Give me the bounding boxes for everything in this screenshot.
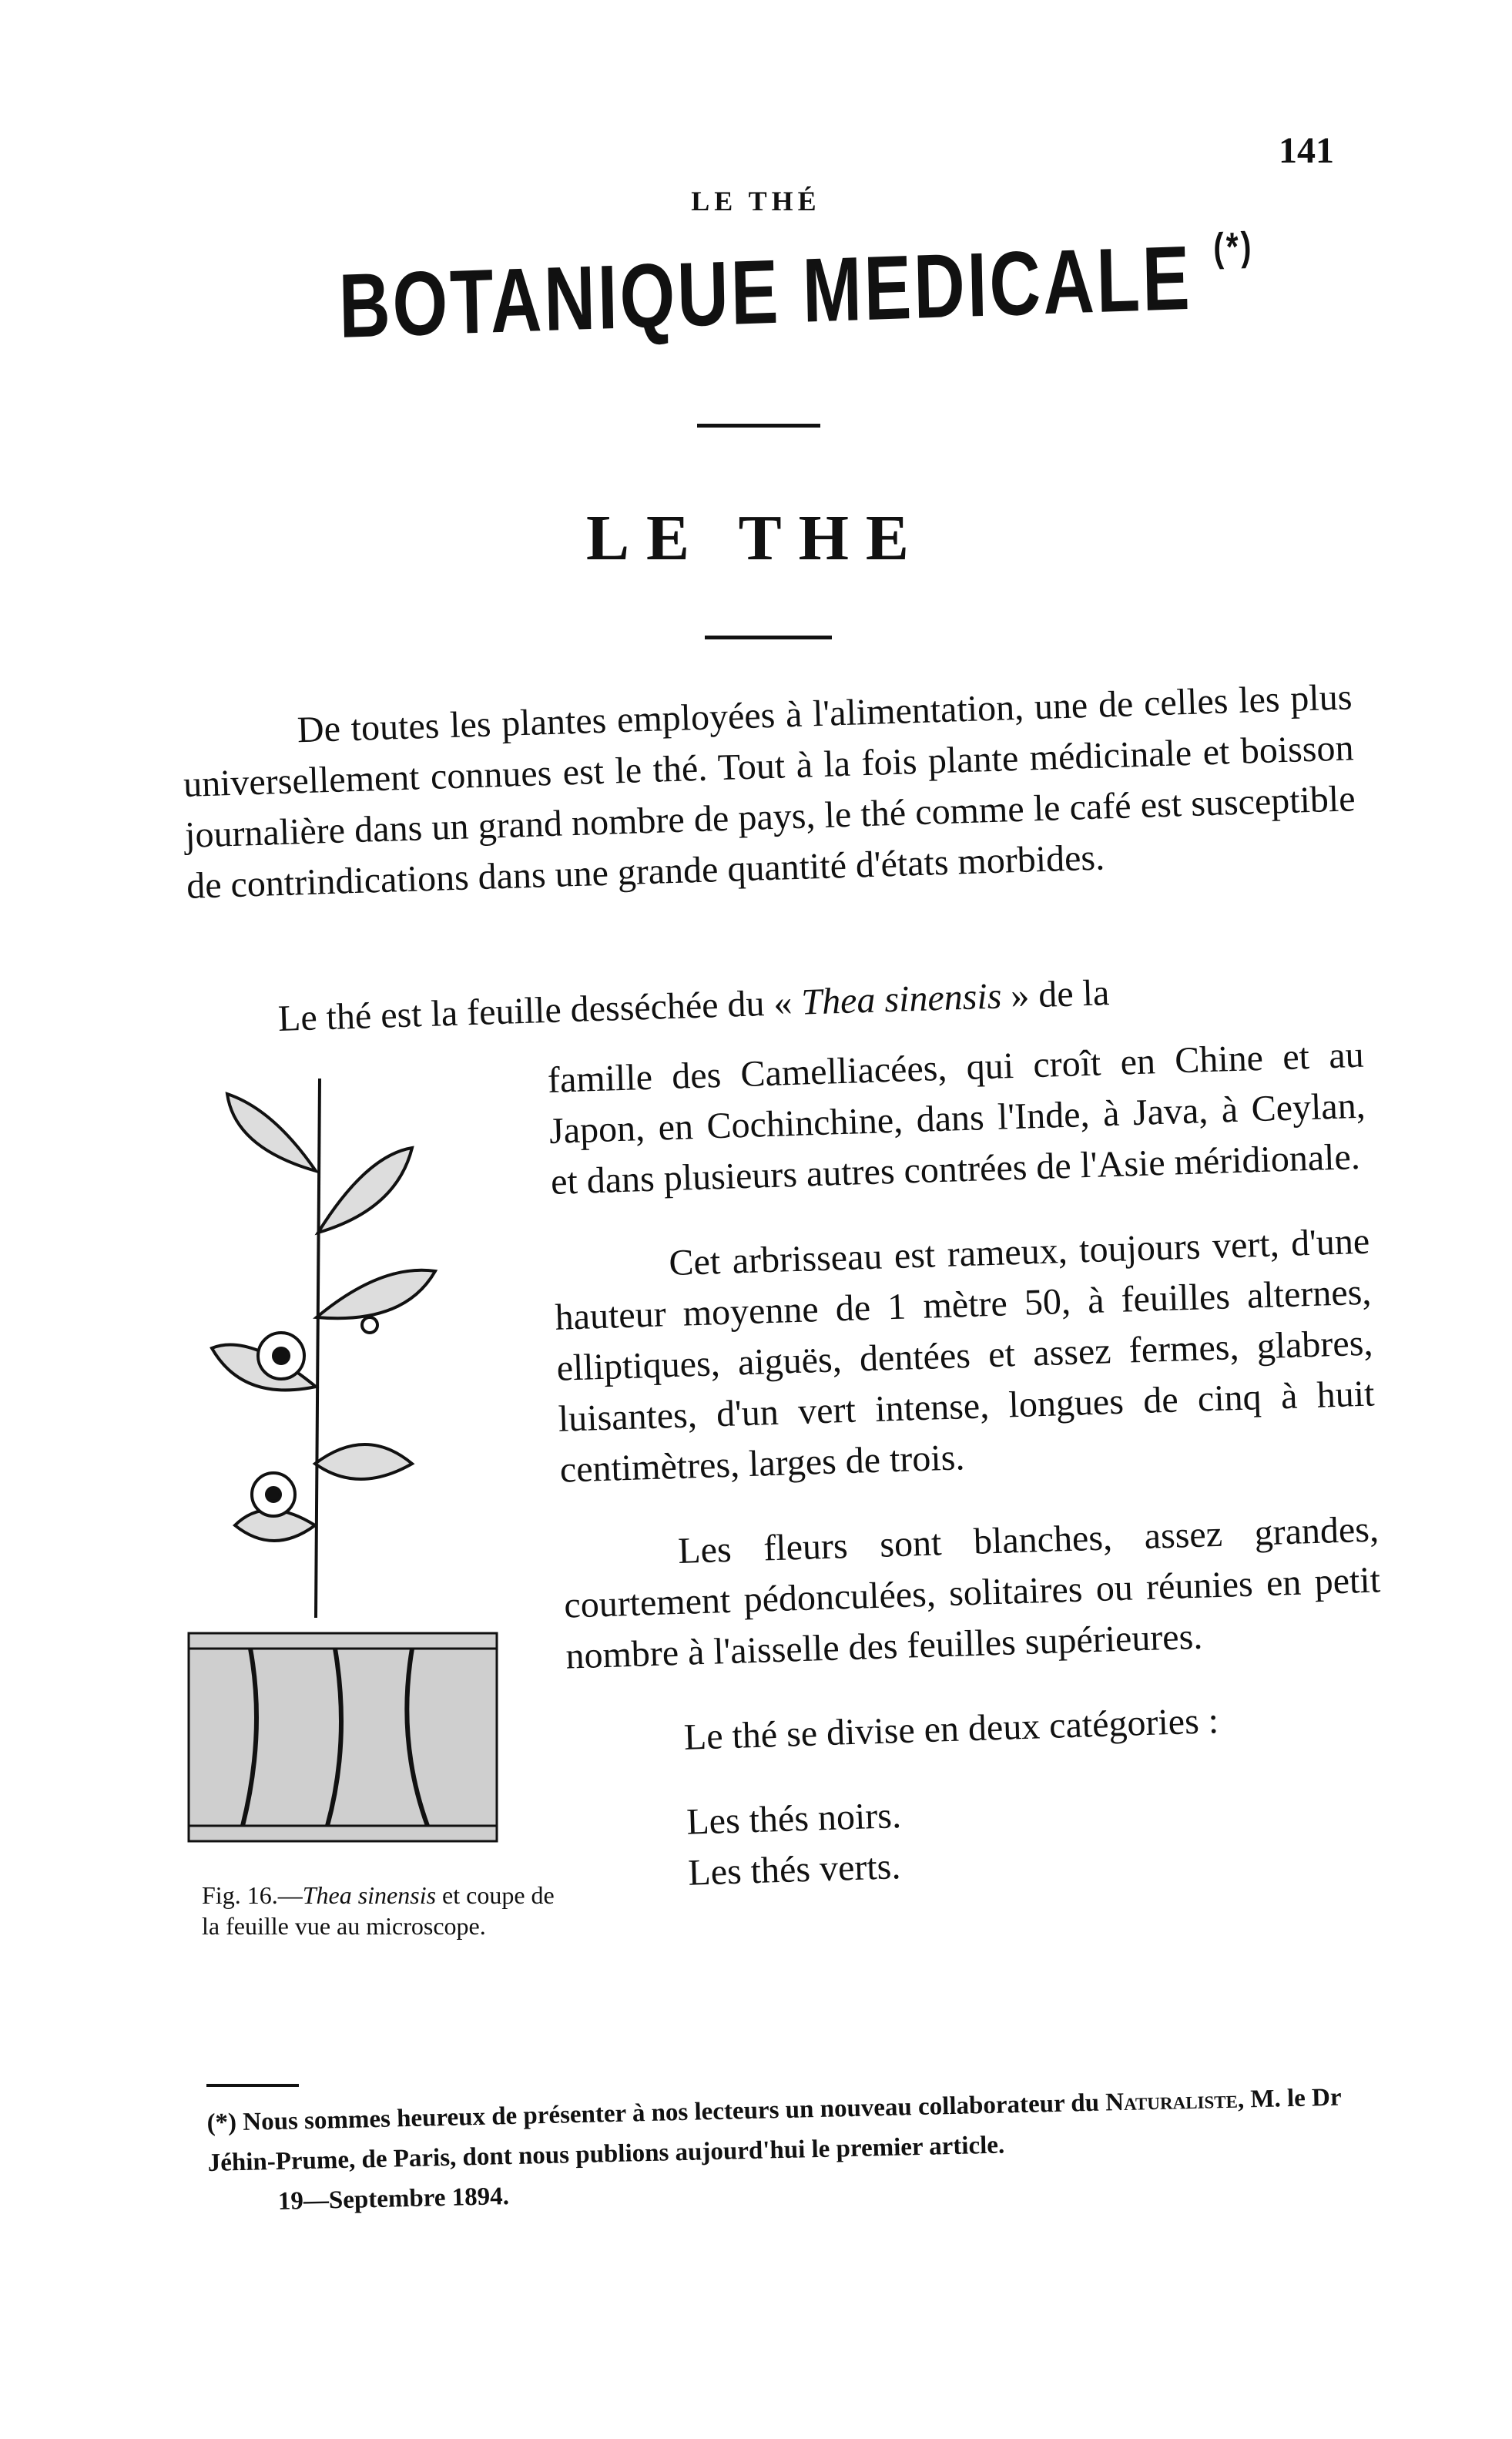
- species-name: Thea sinensis: [800, 975, 1003, 1023]
- definition-tail: » de la: [1001, 972, 1111, 1017]
- figure-caption: [202, 1880, 572, 1941]
- page-title: [337, 224, 1255, 359]
- caption-prefix: Fig. 16.—: [202, 1881, 303, 1909]
- definition-continuation: famille des Camelliacées, qui croît en Chine et au Japon, en Cochinchine, dans l'Inde, à Java, à Ceylan, et dans plusieurs autres contrées de l'Asie méridionale.: [547, 1034, 1366, 1203]
- footnote-date: 19—Septembre 1894.: [277, 2182, 510, 2216]
- subtitle-rule: [705, 636, 832, 639]
- category-item: Les thés noirs.: [686, 1795, 902, 1843]
- caption-species: Thea sinensis: [302, 1881, 437, 1909]
- main-column: [547, 1030, 1390, 1937]
- category-item: Les thés verts.: [687, 1846, 902, 1894]
- intro-paragraph: [181, 672, 1358, 912]
- running-head: LE THÉ: [691, 186, 821, 216]
- footnote-rule: [206, 2084, 299, 2087]
- tea-branch-drawing: [181, 1063, 512, 1864]
- footnote-text-start: (*) Nous sommes heureux de présenter à nos lecteurs un nouveau collaborateur du: [206, 2088, 1106, 2137]
- footnote: [206, 2076, 1395, 2223]
- footnote-text-end: , M. le Dr Jéhin-Prume, de Paris, dont nous publions aujourd'hui le premier article.: [207, 2083, 1342, 2177]
- definition-lead: Le thé est la feuille desséchée du «: [277, 981, 803, 1039]
- title-footnote-mark: (*): [1212, 224, 1255, 270]
- page-number: 141: [1279, 130, 1334, 171]
- intro-text: De toutes les plantes employées à l'alimentation, une de celles les plus universellement connues est le thé. Tout à la fois plante médicinale et boisson journalière dans un grand nombre de pays, le thé comme le café est susceptible de contrindications dans une grande quantité d'états morbides.: [183, 676, 1356, 907]
- stem-icon: [316, 1079, 320, 1618]
- tea-plant-illustration: [181, 1063, 512, 1864]
- definition-line: [277, 960, 1356, 1045]
- title-text: BOTANIQUE MEDICALE: [337, 226, 1193, 357]
- flowers-paragraph: Les fleurs sont blanches, assez grandes, courtement pédonculées, solitaires ou réunies en petit nombre à l'aisselle des feuilles supérieures.: [563, 1508, 1381, 1677]
- journal-name: Naturaliste: [1105, 2085, 1239, 2117]
- title-rule: [697, 424, 820, 428]
- caption-text: et coupe de la feuille vue au microscope.: [202, 1881, 555, 1940]
- description-paragraph: Cet arbrisseau est rameux, toujours vert, d'une hauteur moyenne de 1 mètre 50, à feuilles alternes, elliptiques, aiguës, dentées et assez fermes, glabres, luisantes, d'un vert intense, longues de cinq à huit centimètres, larges de trois.: [554, 1220, 1376, 1491]
- definition-paragraph-start: [277, 960, 1356, 1045]
- subtitle: LE THE: [586, 502, 926, 574]
- categories-paragraph: Le thé se divise en deux catégories :: [683, 1700, 1219, 1758]
